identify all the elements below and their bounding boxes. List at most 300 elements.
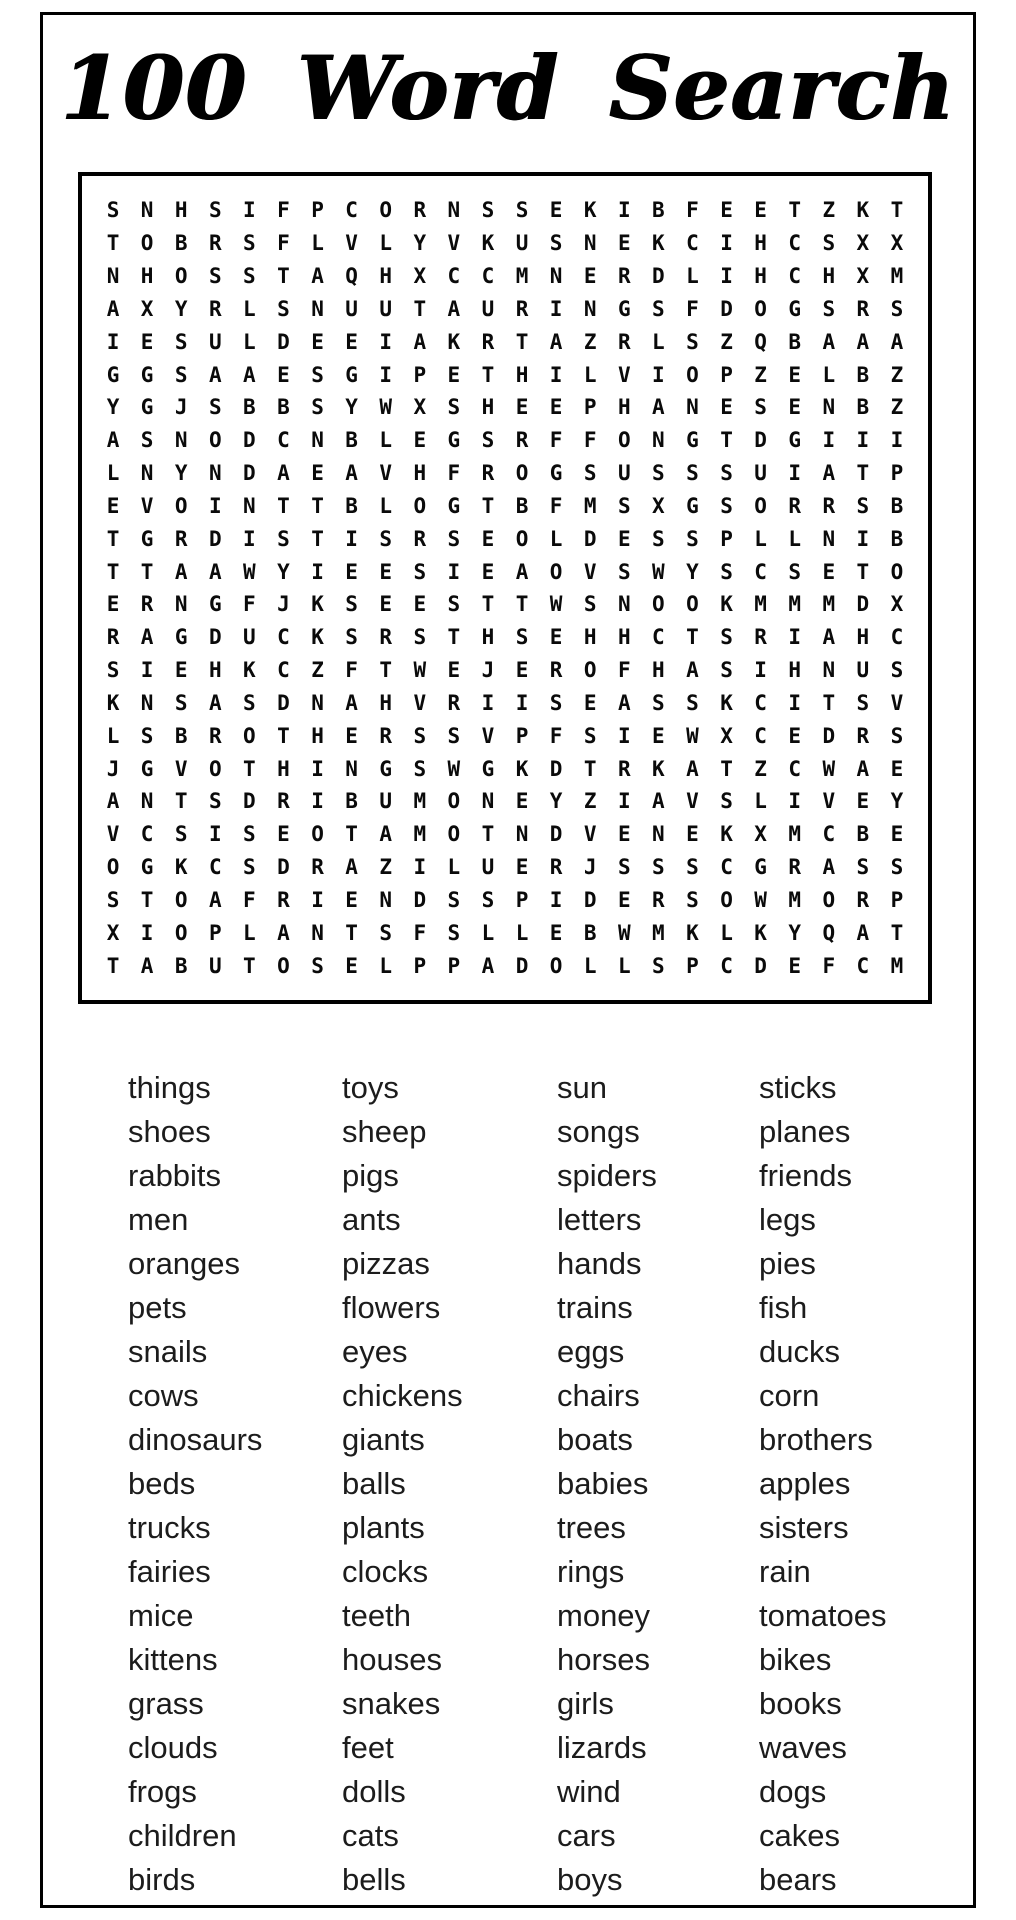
grid-letter: S: [822, 296, 836, 321]
grid-letter: S: [686, 855, 699, 880]
grid-letter: I: [856, 428, 870, 453]
word-item: bikes: [759, 1642, 832, 1677]
grid-letter: Y: [890, 789, 904, 814]
grid-letter: G: [617, 296, 631, 321]
grid-letter: A: [549, 329, 563, 354]
grid-letter: V: [413, 690, 427, 715]
grid-letter: H: [379, 690, 393, 715]
word-column: [557, 1066, 657, 1902]
grid-letter: A: [822, 329, 836, 354]
word-item: rings: [557, 1554, 625, 1589]
grid-letter: W: [652, 559, 665, 584]
grid-letter: U: [345, 296, 358, 321]
grid-letter: K: [174, 855, 188, 880]
grid-letter: E: [481, 559, 495, 584]
grid-letter: C: [345, 198, 358, 223]
grid-letter: G: [447, 428, 461, 453]
grid-letter: I: [311, 887, 324, 912]
grid-letter: X: [140, 296, 154, 321]
grid-letter: L: [720, 920, 733, 945]
grid-letter: R: [788, 855, 802, 880]
word-item: sticks: [759, 1070, 837, 1105]
grid-letter: T: [481, 362, 495, 387]
grid-letter: A: [413, 329, 427, 354]
grid-letter: O: [106, 855, 120, 880]
grid-letter: G: [140, 855, 154, 880]
word-item: eyes: [342, 1334, 408, 1369]
grid-letter: E: [277, 822, 290, 847]
grid-letter: P: [515, 723, 529, 748]
grid-letter: E: [617, 231, 631, 256]
letter-grid: [78, 172, 932, 1004]
word-item: ants: [342, 1202, 401, 1237]
grid-letter: O: [549, 559, 563, 584]
word-item: rain: [759, 1554, 811, 1589]
grid-letter: R: [413, 526, 427, 551]
grid-letter: L: [106, 723, 120, 748]
grid-letter: Z: [379, 855, 393, 880]
grid-letter: D: [277, 855, 290, 880]
grid-letter: V: [140, 493, 154, 518]
grid-letter: S: [890, 658, 904, 683]
grid-letter: V: [617, 362, 631, 387]
grid-letter: E: [447, 362, 461, 387]
grid-letter: A: [345, 855, 358, 880]
grid-letter: T: [140, 887, 154, 912]
grid-letter: C: [140, 822, 154, 847]
grid-letter: D: [720, 296, 733, 321]
grid-letter: U: [515, 231, 529, 256]
grid-letter: S: [720, 625, 733, 650]
grid-letter: Y: [413, 231, 427, 256]
grid-letter: W: [447, 756, 461, 781]
grid-letter: X: [652, 493, 665, 518]
grid-letter: H: [617, 395, 631, 420]
grid-letter: D: [549, 756, 563, 781]
grid-letter: O: [277, 953, 290, 978]
grid-letter: N: [140, 461, 154, 486]
grid-letter: E: [345, 559, 358, 584]
word-item: balls: [342, 1466, 406, 1501]
word-item: trains: [557, 1290, 633, 1325]
grid-letter: B: [345, 789, 358, 814]
grid-letter: L: [617, 953, 631, 978]
grid-letter: V: [345, 231, 358, 256]
grid-letter: A: [106, 296, 120, 321]
grid-letter: C: [481, 264, 495, 289]
grid-letter: Z: [311, 658, 324, 683]
word-item: dinosaurs: [128, 1422, 263, 1457]
word-column: [342, 1066, 463, 1902]
grid-letter: K: [720, 690, 733, 715]
grid-letter: R: [140, 592, 154, 617]
grid-letter: E: [720, 198, 733, 223]
grid-letter: S: [720, 789, 733, 814]
grid-letter: G: [140, 756, 154, 781]
grid-letter: S: [379, 920, 393, 945]
grid-letter: R: [447, 690, 461, 715]
word-item: kittens: [128, 1642, 218, 1677]
grid-letter: S: [208, 264, 222, 289]
grid-letter: R: [549, 855, 563, 880]
grid-letter: S: [720, 559, 733, 584]
grid-letter: I: [856, 526, 870, 551]
grid-letter: E: [140, 329, 154, 354]
grid-letter: M: [822, 592, 836, 617]
grid-letter: I: [890, 428, 904, 453]
grid-letter: A: [106, 428, 120, 453]
grid-letter: V: [379, 461, 393, 486]
grid-letter: L: [311, 231, 324, 256]
grid-letter: B: [583, 920, 597, 945]
grid-letter: R: [856, 296, 870, 321]
grid-letter: E: [277, 362, 290, 387]
word-item: books: [759, 1686, 842, 1721]
grid-letter: O: [754, 296, 767, 321]
grid-letter: S: [140, 723, 154, 748]
grid-letter: H: [379, 264, 393, 289]
grid-letter: C: [754, 723, 767, 748]
grid-letter: Y: [686, 559, 699, 584]
grid-letter: P: [515, 887, 529, 912]
grid-letter: A: [890, 329, 904, 354]
grid-letter: S: [754, 395, 767, 420]
grid-letter: N: [583, 231, 597, 256]
grid-letter: E: [345, 329, 358, 354]
grid-letter: J: [583, 855, 597, 880]
grid-letter: J: [174, 395, 188, 420]
grid-letter: W: [686, 723, 699, 748]
grid-letter: S: [617, 493, 631, 518]
word-item: trees: [557, 1510, 626, 1545]
grid-letter: R: [856, 887, 870, 912]
grid-letter: I: [106, 329, 120, 354]
grid-letter: B: [174, 231, 188, 256]
grid-letter: V: [481, 723, 495, 748]
grid-letter: A: [140, 625, 154, 650]
grid-letter: Q: [822, 920, 836, 945]
grid-letter: S: [890, 296, 904, 321]
grid-letter: L: [788, 526, 802, 551]
grid-letter: C: [788, 756, 802, 781]
grid-letter: E: [856, 789, 870, 814]
grid-letter: N: [311, 920, 324, 945]
grid-letter: K: [515, 756, 529, 781]
grid-letter: I: [788, 789, 802, 814]
grid-letter: S: [549, 231, 563, 256]
grid-letter: H: [788, 658, 802, 683]
grid-letter: D: [243, 428, 256, 453]
grid-letter: F: [413, 920, 427, 945]
grid-letter: E: [549, 920, 563, 945]
word-item: cats: [342, 1818, 399, 1853]
grid-letter: B: [652, 198, 665, 223]
grid-letter: S: [856, 855, 870, 880]
grid-letter: R: [277, 887, 290, 912]
grid-letter: T: [243, 953, 256, 978]
grid-letter: R: [481, 461, 495, 486]
grid-letter: E: [515, 658, 529, 683]
grid-letter: G: [686, 493, 699, 518]
word-item: brothers: [759, 1422, 873, 1457]
grid-letter: Z: [890, 362, 904, 387]
grid-letter: Y: [174, 461, 188, 486]
grid-letter: S: [583, 723, 597, 748]
word-item: corn: [759, 1378, 820, 1413]
word-item: lizards: [557, 1730, 647, 1765]
grid-letter: N: [311, 296, 324, 321]
grid-letter: E: [106, 592, 120, 617]
word-item: clouds: [128, 1730, 218, 1765]
grid-letter: A: [856, 329, 870, 354]
grid-letter: C: [277, 625, 290, 650]
grid-letter: L: [549, 526, 563, 551]
grid-letter: T: [720, 428, 733, 453]
grid-letter: H: [481, 625, 495, 650]
grid-letter: S: [447, 887, 461, 912]
grid-letter: F: [617, 658, 631, 683]
grid-letter: R: [617, 756, 631, 781]
grid-letter: L: [106, 461, 120, 486]
grid-letter: M: [788, 592, 802, 617]
grid-letter: N: [583, 296, 597, 321]
grid-letter: H: [515, 362, 529, 387]
grid-letter: D: [754, 428, 767, 453]
grid-letter: H: [583, 625, 597, 650]
grid-letter: S: [617, 855, 631, 880]
grid-letter: S: [413, 756, 427, 781]
grid-letter: T: [856, 461, 870, 486]
grid-letter: D: [754, 953, 767, 978]
grid-letter: T: [720, 756, 733, 781]
grid-letter: S: [174, 329, 188, 354]
grid-letter: E: [515, 855, 529, 880]
grid-letter: F: [243, 592, 256, 617]
grid-letter: J: [481, 658, 495, 683]
grid-letter: S: [311, 362, 324, 387]
word-item: songs: [557, 1114, 640, 1149]
grid-letter: K: [754, 920, 767, 945]
grid-letter: N: [311, 428, 324, 453]
grid-letter: N: [140, 198, 154, 223]
word-item: teeth: [342, 1598, 411, 1633]
grid-letter: T: [277, 493, 290, 518]
grid-letter: R: [617, 264, 631, 289]
grid-letter: S: [652, 855, 665, 880]
grid-letter: N: [243, 493, 256, 518]
grid-letter: R: [413, 198, 427, 223]
grid-letter: S: [686, 461, 699, 486]
grid-letter: W: [754, 887, 767, 912]
grid-letter: O: [549, 953, 563, 978]
grid-letter: Z: [583, 329, 597, 354]
word-item: waves: [759, 1730, 847, 1765]
grid-letter: F: [549, 493, 563, 518]
grid-letter: E: [345, 723, 358, 748]
grid-letter: E: [788, 953, 802, 978]
grid-letter: N: [822, 395, 836, 420]
word-item: giants: [342, 1422, 425, 1457]
grid-letter: G: [174, 625, 188, 650]
grid-letter: T: [686, 625, 699, 650]
grid-letter: I: [243, 198, 256, 223]
grid-letter: A: [447, 296, 461, 321]
grid-letter: C: [788, 264, 802, 289]
grid-letter: R: [754, 625, 767, 650]
grid-letter: S: [890, 855, 904, 880]
grid-letter: A: [243, 362, 256, 387]
grid-letter: Z: [754, 756, 767, 781]
grid-letter: H: [754, 231, 767, 256]
grid-letter: G: [686, 428, 699, 453]
grid-letter: U: [379, 789, 393, 814]
grid-letter: P: [208, 920, 222, 945]
grid-letter: E: [345, 887, 358, 912]
grid-letter: T: [515, 329, 529, 354]
grid-letter: S: [277, 296, 290, 321]
grid-letter: O: [379, 198, 393, 223]
grid-letter: S: [311, 395, 324, 420]
grid-letter: R: [549, 658, 563, 683]
grid-letter: D: [208, 526, 222, 551]
grid-letter: F: [549, 723, 563, 748]
grid-letter: G: [140, 362, 154, 387]
grid-letter: M: [788, 822, 802, 847]
grid-letter: L: [379, 428, 393, 453]
grid-letter: I: [379, 329, 393, 354]
grid-letter: G: [788, 428, 802, 453]
grid-letter: C: [686, 231, 699, 256]
grid-letter: I: [208, 822, 222, 847]
grid-letter: K: [652, 756, 665, 781]
grid-letter: M: [754, 592, 767, 617]
grid-letter: N: [617, 592, 631, 617]
grid-letter: X: [890, 231, 904, 256]
grid-letter: E: [890, 822, 904, 847]
grid-letter: U: [617, 461, 631, 486]
grid-letter: U: [754, 461, 767, 486]
grid-letter: C: [277, 428, 290, 453]
grid-letter: I: [617, 723, 631, 748]
grid-letter: S: [583, 592, 597, 617]
grid-letter: N: [515, 822, 529, 847]
grid-letter: S: [413, 559, 427, 584]
grid-letter: N: [447, 198, 461, 223]
grid-letter: I: [788, 690, 802, 715]
grid-letter: L: [686, 264, 699, 289]
grid-letter: R: [856, 723, 870, 748]
grid-letter: F: [686, 198, 699, 223]
grid-letter: S: [515, 198, 529, 223]
grid-letter: S: [856, 690, 870, 715]
grid-letter: W: [617, 920, 631, 945]
grid-letter: P: [583, 395, 597, 420]
grid-letter: I: [243, 526, 256, 551]
grid-letter: B: [277, 395, 290, 420]
grid-letter: T: [106, 526, 120, 551]
word-item: sisters: [759, 1510, 849, 1545]
grid-letter: B: [890, 526, 904, 551]
grid-letter: A: [140, 953, 154, 978]
grid-letter: O: [174, 920, 188, 945]
grid-letter: K: [311, 625, 324, 650]
grid-letter: A: [208, 690, 222, 715]
grid-letter: O: [890, 559, 904, 584]
grid-letter: Z: [890, 395, 904, 420]
grid-letter: D: [277, 329, 290, 354]
grid-letter: R: [208, 296, 222, 321]
grid-letter: R: [481, 329, 495, 354]
grid-letter: A: [277, 920, 290, 945]
grid-letter: I: [481, 690, 495, 715]
word-item: dogs: [759, 1774, 827, 1809]
grid-letter: X: [106, 920, 120, 945]
grid-letter: S: [652, 461, 665, 486]
grid-letter: N: [345, 756, 358, 781]
word-item: grass: [128, 1686, 204, 1721]
grid-letter: N: [379, 887, 393, 912]
grid-letter: O: [208, 756, 222, 781]
word-item: children: [128, 1818, 237, 1853]
grid-letter: A: [311, 264, 324, 289]
grid-letter: S: [174, 690, 188, 715]
grid-letter: T: [856, 559, 870, 584]
grid-letter: H: [617, 625, 631, 650]
grid-letter: E: [788, 362, 802, 387]
grid-letter: E: [583, 264, 597, 289]
grid-letter: S: [243, 231, 256, 256]
grid-letter: A: [617, 690, 631, 715]
grid-letter: S: [652, 526, 665, 551]
grid-letter: A: [856, 920, 870, 945]
grid-letter: S: [243, 690, 256, 715]
grid-letter: R: [277, 789, 290, 814]
grid-letter: M: [583, 493, 597, 518]
grid-letter: L: [652, 329, 665, 354]
grid-letter: V: [106, 822, 120, 847]
grid-letter: A: [652, 789, 665, 814]
grid-letter: P: [890, 887, 904, 912]
grid-letter: A: [822, 461, 836, 486]
word-item: planes: [759, 1114, 851, 1149]
word-item: legs: [759, 1202, 816, 1237]
word-item: money: [557, 1598, 651, 1633]
grid-letter: H: [856, 625, 870, 650]
grid-letter: E: [413, 428, 427, 453]
grid-letter: B: [856, 822, 870, 847]
grid-letter: S: [208, 789, 222, 814]
grid-letter: L: [754, 526, 767, 551]
grid-letter: H: [208, 658, 222, 683]
grid-letter: E: [379, 592, 393, 617]
word-item: toys: [342, 1070, 399, 1105]
grid-letter: F: [345, 658, 358, 683]
grid-letter: L: [481, 920, 495, 945]
grid-letter: O: [174, 264, 188, 289]
grid-letter: L: [243, 920, 256, 945]
word-item: letters: [557, 1202, 642, 1237]
grid-letter: C: [720, 855, 733, 880]
grid-letter: U: [856, 658, 870, 683]
grid-letter: O: [447, 822, 461, 847]
word-item: trucks: [128, 1510, 211, 1545]
word-item: spiders: [557, 1158, 657, 1193]
grid-letter: X: [413, 264, 427, 289]
grid-letter: U: [481, 296, 495, 321]
grid-letter: H: [481, 395, 495, 420]
grid-letter: R: [379, 723, 393, 748]
grid-letter: O: [617, 428, 631, 453]
